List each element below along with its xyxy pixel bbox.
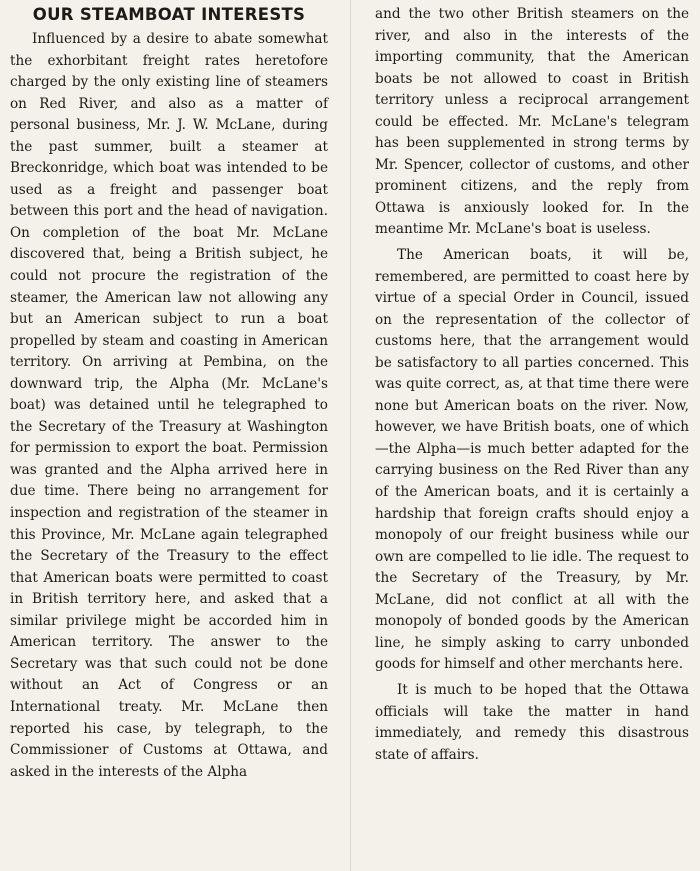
article-paragraph-3: It is much to be hoped that the Ottawa officials will take the matter in hand immediately, and remedy this disastrous state of affairs. bbox=[375, 681, 689, 763]
article-paragraph-1: Influenced by a desire to abate somewhat the exhorbitant freight rates heretofore charged by the only existing line of steamers on Red River, and also as a matter of personal business, Mr. J. W. McLane, during the past summer, built a steamer at Breckonridge, which boat was intended to be used as a freight and passenger boat between this port and the head of navigation. On completion of the boat Mr. McLane discovered that, being a British subject, he could not procure the registration of the steamer, the American law not allowing any but an American subject to run a boat propelled by steam and coasting in American territory. On arriving at Pembina, on the downward trip, the Alpha (Mr. McLane's boat) was detained until he telegraphed to the Secretary of the Treasury at Washington for permission to export the boat. Permission was granted and the Alpha arrived here in due time. There being no arrangement for inspection and registration of the steamer in this Province, Mr. McLane again telegraphed the Secretary of the Treasury to the effect that American boats were permitted to coast in British territory here, and asked that a similar privilege might be accorded him in American territory. The answer to the Secretary was that such could not be done without an Act of Congress or an International treaty. Mr. McLane then reported his case, by telegraph, to the Commissioner of Customs at Ottawa, and asked in the interests of the Alpha bbox=[10, 31, 328, 780]
right-column bbox=[375, 4, 689, 766]
left-column bbox=[10, 4, 328, 783]
article-headline: OUR STEAMBOAT INTERESTS bbox=[32, 5, 306, 24]
column-divider bbox=[350, 0, 351, 871]
article-paragraph-2: The American boats, it will be, remembered, are permitted to coast here by virtue of a special Order in Council, issued on the representation of the collector of customs here, that the arrangement would be satisfactory to all parties concerned. This was quite correct, as, at that time there were none but American boats on the river. Now, however, we have British boats, one of which—the Alpha—is much better adapted for the carrying business on the Red River than any of the American boats, and it is certainly a hardship that foreign crafts should enjoy a monopoly of our freight business while our own are compelled to lie idle. The request to the Secretary of the Treasury, by Mr. McLane, did not conflict at all with the monopoly of bonded goods by the American line, he simply asking to carry unbonded goods for himself and other merchants here. bbox=[375, 247, 689, 673]
article-paragraph-1-continued: and the two other British steamers on the river, and also in the interests of the importing community, that the American boats be not allowed to coast in British territory unless a reciprocal arrangement could be effected. Mr. McLane's telegram has been supplemented in strong terms by Mr. Spencer, collector of customs, and other prominent citizens, and the reply from Ottawa is anxiously looked for. In the meantime Mr. McLane's boat is useless. bbox=[375, 6, 689, 238]
